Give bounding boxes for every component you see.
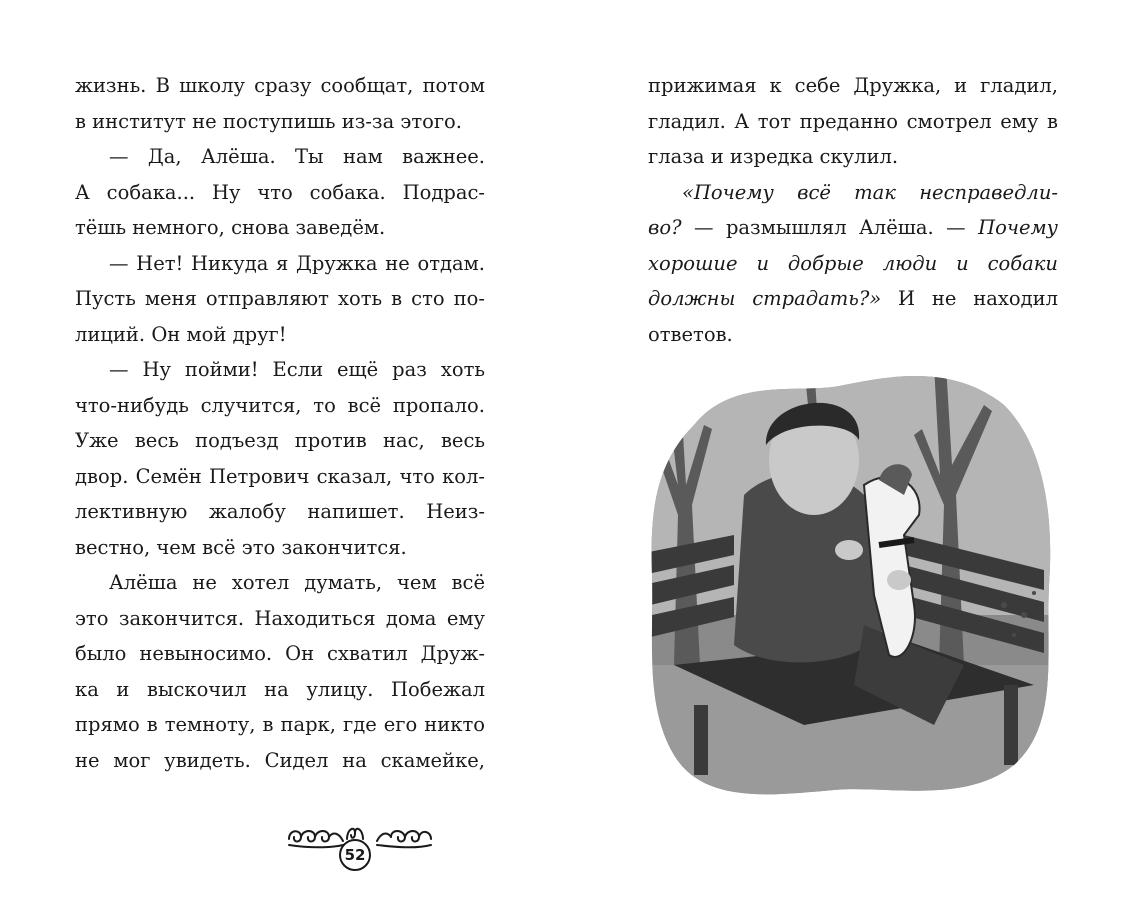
text-line: ка и выскочил на улицу. Побежал	[75, 677, 485, 701]
text-line: — Нет! Никуда я Дружка не отдам.	[109, 251, 485, 275]
text-line: жизнь. В школу сразу сообщат, потом	[75, 74, 485, 97]
text-line: Алёша не хотел думать, чем всё	[109, 571, 485, 594]
text-line: ответов.	[648, 322, 733, 346]
text-line: что-нибудь случится, то всё пропало.	[75, 393, 485, 417]
plain-text: И не находил	[881, 287, 1058, 310]
text-line: прижимая к себе Дружка, и гладил,	[648, 74, 1058, 97]
illustration-boy-with-puppy	[634, 365, 1064, 805]
text-line: — Да, Алёша. Ты нам важнее.	[109, 145, 485, 168]
left-page-text	[75, 68, 485, 778]
text-line	[648, 210, 1058, 246]
page-folio	[285, 815, 435, 875]
left-page	[75, 0, 485, 900]
text-line: лективную жалобу напишет. Неиз-	[75, 500, 485, 523]
italic-text: должны страдать?»	[648, 287, 882, 310]
text-line	[648, 281, 1058, 317]
text-line: глаза и изредка скулил.	[648, 145, 899, 168]
italic-text: Почему	[978, 216, 1058, 239]
text-line: — Ну пойми! Если ещё раз хоть	[109, 358, 485, 381]
text-line: двор. Семён Петрович сказал, что кол-	[75, 464, 485, 488]
boy-hugging-puppy-illustration-icon	[634, 365, 1064, 805]
plain-text: — размышлял Алёша. —	[681, 216, 979, 239]
text-line: Пусть меня отправляют хоть в сто по-	[75, 287, 485, 310]
right-page-text	[648, 68, 1058, 352]
text-line: лиций. Он мой друг!	[75, 322, 287, 346]
italic-text: во?	[648, 216, 682, 239]
text-line: хорошие и добрые люди и собаки	[648, 251, 1058, 275]
page-number: 52	[339, 839, 371, 871]
text-line: не мог увидеть. Сидел на скамейке,	[75, 748, 485, 772]
text-line: Уже весь подъезд против нас, весь	[75, 429, 485, 452]
text-line: гладил. А тот преданно смотрел ему в	[648, 109, 1058, 133]
text-line: А собака... Ну что собака. Подрас-	[75, 180, 485, 204]
text-line: в институт не поступишь из-за этого.	[75, 109, 463, 133]
text-line: это закончится. Находиться дома ему	[75, 606, 485, 630]
text-line: тёшь немного, снова заведём.	[75, 216, 386, 239]
text-line: «Почему всё так несправедли-	[682, 180, 1058, 204]
text-line: вестно, чем всё это закончится.	[75, 535, 407, 559]
text-line: было невыносимо. Он схватил Друж-	[75, 642, 485, 665]
right-page	[648, 0, 1058, 900]
text-line: прямо в темноту, в парк, где его никто	[75, 713, 485, 736]
